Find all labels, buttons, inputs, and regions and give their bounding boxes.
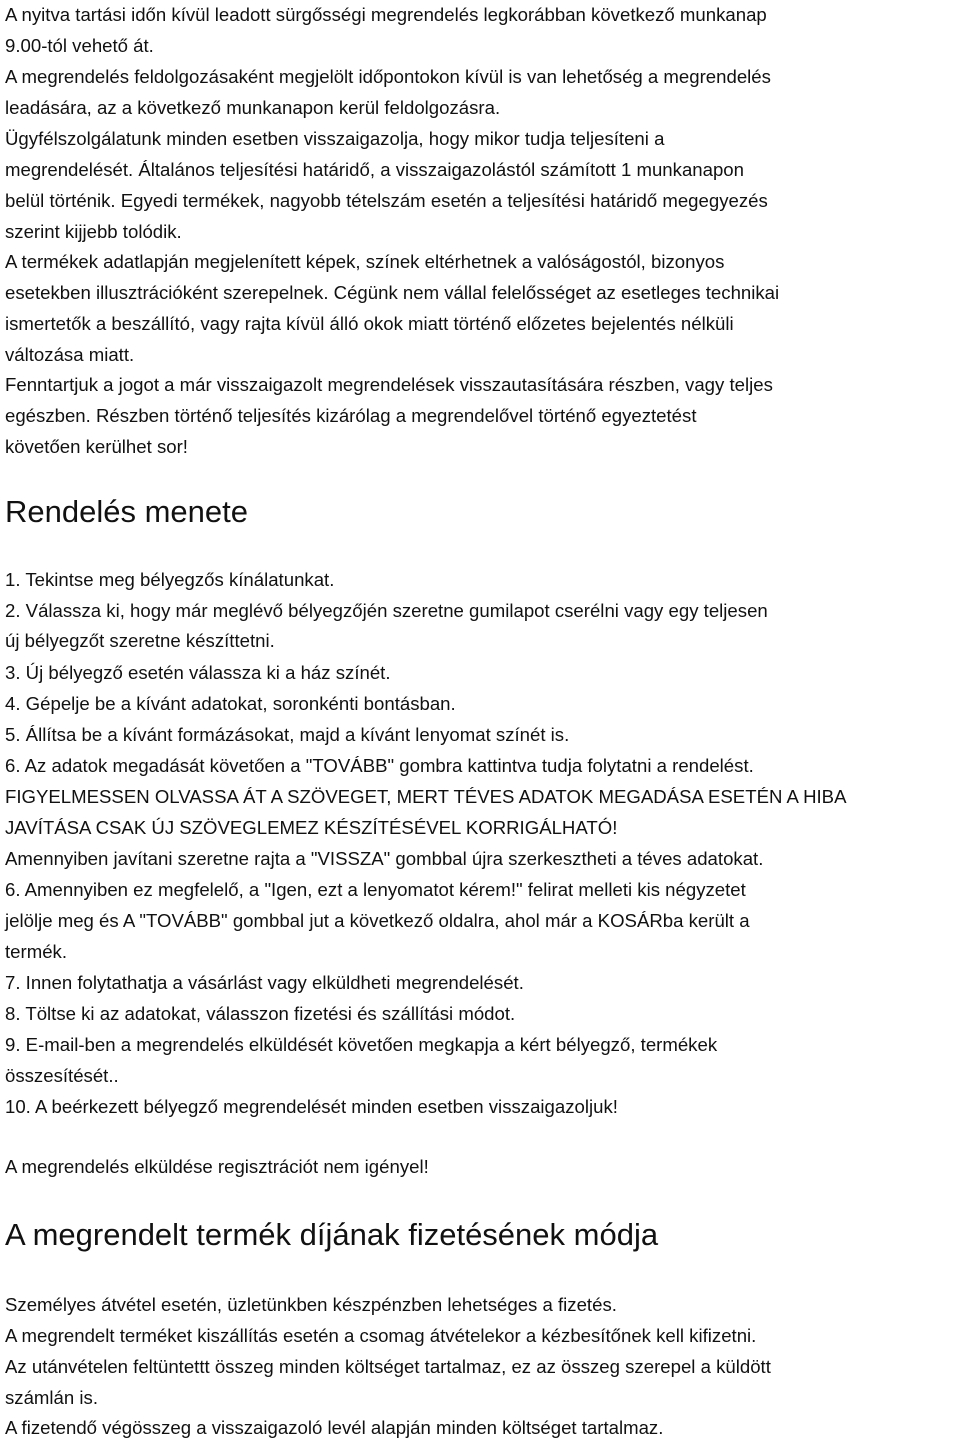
intro-line: A termékek adatlapján megjelenített képek, színek eltérhetnek a valóságostól, bizonyos (5, 251, 725, 272)
intro-line: esetekben illusztrációként szerepelnek. Cégünk nem vállal felelősséget az esetleges technikai (5, 282, 780, 303)
intro-line: ismertetők a beszállító, vagy rajta kívül álló okok miatt történő előzetes bejelentés nélküli (5, 313, 734, 334)
ordering-step-line: 5. Állítsa be a kívánt formázásokat, majd a kívánt lenyomat színét is. (5, 724, 570, 745)
ordering-step-line: 6. Amennyiben ez megfelelő, a "Igen, ezt a lenyomatot kérem!" felirat melleti kis négyzetet (5, 879, 746, 900)
ordering-step-line: 10. A beérkezett bélyegző megrendelését minden esetben visszaigazoljuk! (5, 1096, 618, 1117)
ordering-step-line: új bélyegzőt szeretne készíttetni. (5, 630, 275, 651)
ordering-step-line: összesítését.. (5, 1065, 119, 1086)
ordering-step-line: 8. Töltse ki az adatokat, válasszon fizetési és szállítási módot. (5, 1003, 516, 1024)
intro-line: változása miatt. (5, 344, 135, 365)
payment-line: számlán is. (5, 1387, 98, 1408)
intro-line: Ügyfélszolgálatunk minden esetben visszaigazolja, hogy mikor tudja teljesíteni a (5, 128, 665, 149)
intro-line: leadására, az a következő munkanapon kerül feldolgozásra. (5, 97, 501, 118)
ordering-step-line: 3. Új bélyegző esetén válassza ki a ház színét. (5, 662, 391, 683)
ordering-step-line: 2. Válassza ki, hogy már meglévő bélyegzőjén szeretne gumilapot cserélni vagy egy teljesen (5, 600, 768, 621)
intro-line: követően kerülhet sor! (5, 436, 188, 457)
intro-line: egészben. Részben történő teljesítés kizárólag a megrendelővel történő egyeztetést (5, 405, 697, 426)
section-heading-payment: A megrendelt termék díjának fizetésének módja (5, 1217, 659, 1252)
registration-note: A megrendelés elküldése regisztrációt nem igényel! (5, 1156, 429, 1177)
ordering-warning-line: JAVÍTÁSA CSAK ÚJ SZÖVEGLEMEZ KÉSZÍTÉSÉVEL KORRIGÁLHATÓ! (5, 817, 618, 838)
section-heading-ordering: Rendelés menete (5, 494, 248, 529)
ordering-step-line: 7. Innen folytathatja a vásárlást vagy elküldheti megrendelését. (5, 972, 524, 993)
ordering-step-line: jelölje meg és A "TOVÁBB" gombbal jut a következő oldalra, ahol már a KOSÁRba került a (5, 910, 750, 931)
payment-line: A megrendelt terméket kiszállítás esetén a csomag átvételekor a kézbesítőnek kell kifizetni. (5, 1325, 757, 1346)
intro-line: Fenntartjuk a jogot a már visszaigazolt megrendelések visszautasítására részben, vagy teljes (5, 374, 773, 395)
ordering-step-line: Amennyiben javítani szeretne rajta a "VISSZA" gombbal újra szerkesztheti a téves adatokat. (5, 848, 764, 869)
ordering-step-line: 4. Gépelje be a kívánt adatokat, soronkénti bontásban. (5, 693, 456, 714)
ordering-step-line: 1. Tekintse meg bélyegzős kínálatunkat. (5, 569, 335, 590)
ordering-warning-line: FIGYELMESSEN OLVASSA ÁT A SZÖVEGET, MERT TÉVES ADATOK MEGADÁSA ESETÉN A HIBA (5, 786, 847, 807)
ordering-step-line: termék. (5, 941, 67, 962)
payment-line: Személyes átvétel esetén, üzletünkben készpénzben lehetséges a fizetés. (5, 1294, 617, 1315)
intro-line: megrendelését. Általános teljesítési határidő, a visszaigazolástól számított 1 munkanapon (5, 159, 744, 180)
intro-line: szerint kijjebb tolódik. (5, 221, 182, 242)
intro-line: belül történik. Egyedi termékek, nagyobb tételszám esetén a teljesítési határidő megegyezés (5, 190, 768, 211)
intro-line: A megrendelés feldolgozásaként megjelölt időpontokon kívül is van lehetőség a megrendelés (5, 66, 771, 87)
intro-line: 9.00-tól vehető át. (5, 35, 154, 56)
payment-line: A fizetendő végösszeg a visszaigazoló levél alapján minden költséget tartalmaz. (5, 1417, 664, 1438)
ordering-step-line: 9. E-mail-ben a megrendelés elküldését követően megkapja a kért bélyegző, termékek (5, 1034, 718, 1055)
payment-line: Az utánvételen feltüntettt összeg minden költséget tartalmaz, ez az összeg szerepel a küldött (5, 1356, 771, 1377)
ordering-step-line: 6. Az adatok megadását követően a "TOVÁBB" gombra kattintva tudja folytatni a rendelést. (5, 755, 754, 776)
intro-line: A nyitva tartási időn kívül leadott sürgősségi megrendelés legkorábban következő munkanap (5, 4, 767, 25)
